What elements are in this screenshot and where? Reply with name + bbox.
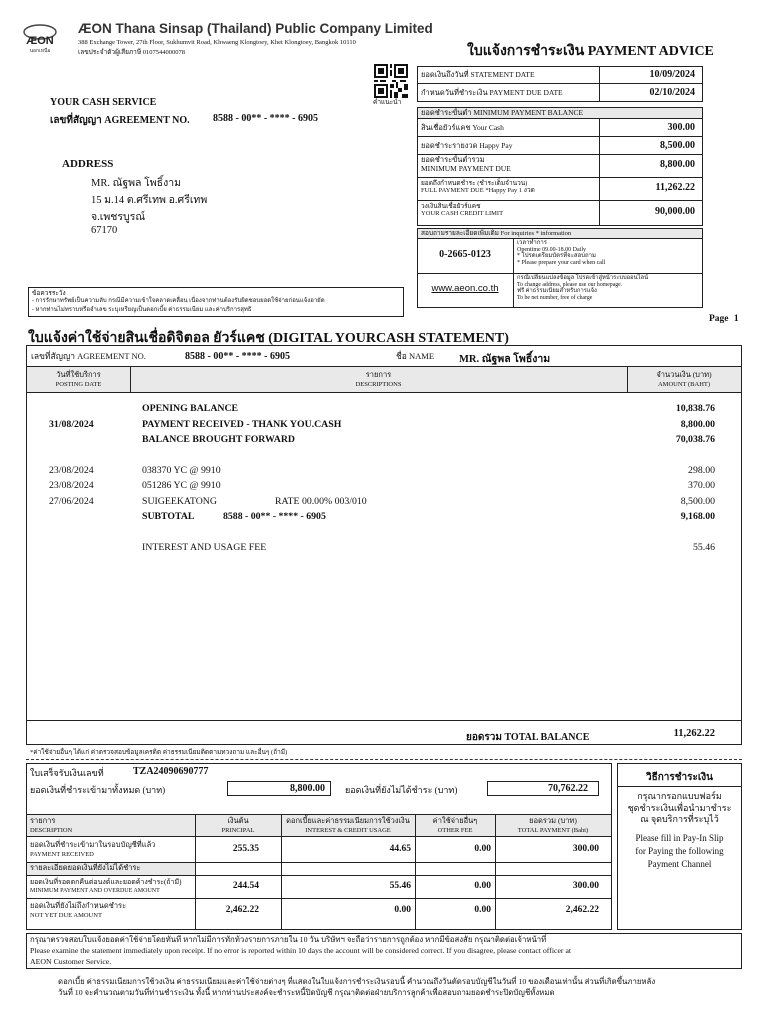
inquiry-phone[interactable]: 0-2665-0123 bbox=[439, 249, 491, 260]
amount: 10,838.76 bbox=[675, 403, 715, 414]
company-address: 388 Exchange Tower, 27th Floor, Sukhumvit Road, Khwaeng Klongtoey, Khet Klongtoey, Bangkok 10110 bbox=[78, 39, 356, 46]
received-amount: 8,800.00 bbox=[227, 781, 331, 796]
received-label: ยอดเงินที่ชำระเข้ามาทั้งหมด (บาท) bbox=[30, 785, 166, 795]
payment-method-box bbox=[617, 763, 742, 930]
description-extra: RATE 00.00% 003/010 bbox=[275, 495, 367, 507]
amount: 8,500.00 bbox=[680, 495, 715, 507]
logo-text: ÆON bbox=[26, 35, 54, 47]
due-date: 02/10/2024 bbox=[649, 87, 695, 98]
statement-date-label: ยอดเงินถึงวันที่ STATEMENT DATE bbox=[421, 70, 535, 79]
posting-date: 31/08/2024 bbox=[49, 418, 94, 430]
company-tax-id: เลขประจำตัวผู้เสียภาษี 0107544000078 bbox=[78, 49, 185, 56]
company-logo bbox=[18, 22, 62, 54]
description: SUBTOTAL bbox=[142, 511, 195, 522]
row2-label-th: ยอดเงินที่รอดตกคืนต่อนงต์และยอดค้างชำระ(ถ้ามี) bbox=[30, 878, 182, 886]
footer-line-4: ดอกเบี้ย ค่าธรรมเนียมการใช้วงเงิน ค่าธรรมเนียมและค่าใช้จ่ายต่างๆ ที่แสดงในใบแจ้งการชำระเงินรอบนี้ คำนวณถึงวันตัดรอบบัญชีในวันที่ 10 ของเดือนเท่านั้น ส่วนที่เกิดขึ้นภายหลัง bbox=[58, 977, 656, 986]
col-principal-th: เงินต้น bbox=[227, 816, 249, 825]
description-extra: 8588 - 00** - **** - 6905 bbox=[223, 511, 326, 522]
payment-method-title: วิธีการชำระเงิน bbox=[645, 772, 714, 783]
service-name: YOUR CASH SERVICE bbox=[50, 97, 157, 108]
notice-line-1: - การรักษาทรัพย์เป็นความลับ กรณีมีความเข้าใจคลาดเคลื่อน เนื่องจากท่านต้องรับผิดชอบยอดใช้จ่ายก่อนแจ้งอายัด bbox=[32, 298, 325, 304]
col-total-en: TOTAL PAYMENT (Baht) bbox=[517, 827, 589, 834]
summary-row-value: 11,262.22 bbox=[655, 182, 695, 193]
row1-interest: 44.65 bbox=[389, 844, 411, 854]
row1-total: 300.00 bbox=[572, 844, 599, 854]
description: 038370 YC @ 9910 bbox=[142, 464, 221, 476]
description: BALANCE BROUGHT FORWARD bbox=[142, 434, 295, 445]
inquiry-header: สอบถามรายละเอียดเพิ่มเติม For inquiries * information bbox=[421, 230, 572, 237]
summary-row-value: 90,000.00 bbox=[655, 206, 695, 217]
description: OPENING BALANCE bbox=[142, 403, 239, 414]
row2-total: 300.00 bbox=[572, 881, 599, 891]
row1-label-th: ยอดเงินที่ชำระเข้ามาในรอบบัญชีที่แล้ว bbox=[30, 840, 156, 849]
company-name: ÆON Thana Sinsap (Thailand) Public Company Limited bbox=[78, 21, 433, 36]
notice-box bbox=[28, 287, 404, 317]
posting-date: 27/06/2024 bbox=[49, 495, 94, 507]
row1-other: 0.00 bbox=[474, 844, 491, 854]
amount: 70,038.76 bbox=[675, 434, 715, 445]
col-desc-en: DESCRIPTIONS bbox=[355, 381, 402, 388]
description: SUIGEEKATONG bbox=[142, 495, 217, 507]
row2-interest: 55.46 bbox=[389, 881, 411, 891]
address-line-3: จ.เพชรบูรณ์ bbox=[91, 212, 146, 223]
col-date-en: POSTING DATE bbox=[55, 381, 102, 388]
payment-method-en: Please fill in Pay-In Slip for Paying the following Payment Channel bbox=[635, 833, 724, 870]
website-note: กรณีเปลี่ยนแปลงข้อมูล โปรดเข้าสู่หน้าระบบออนไลน์ To change address, please use our homepage. ฟรี ค่าธรรมเนียมสำหรับการแจ้ง To be net number, free of charge bbox=[517, 275, 649, 301]
total-balance-label: ยอดรวม TOTAL BALANCE bbox=[466, 732, 590, 743]
col-interest-en: INTEREST & CREDIT USAGE bbox=[305, 827, 391, 834]
statement-date: 10/09/2024 bbox=[649, 69, 695, 80]
address-line-1: MR. ณัฐพล โพธิ์งาม bbox=[91, 178, 182, 189]
amount: 9,168.00 bbox=[680, 511, 715, 522]
row3-principal: 2,462.22 bbox=[225, 905, 259, 915]
logo-subtext: นอกเหนือ bbox=[29, 48, 51, 54]
row3-interest: 0.00 bbox=[394, 905, 411, 915]
row1-principal: 255.35 bbox=[232, 844, 259, 854]
inquiry-hours: เวลาทำการ Opentime 09.00-18.00 Daily * โปรดเตรียมบัตรที่จะสอบถาม * Please prepare your card when call bbox=[517, 240, 606, 266]
col-item-en: DESCRIPTION bbox=[30, 827, 73, 834]
stmt-agreement-label: เลขที่สัญญา AGREEMENT NO. bbox=[31, 351, 146, 361]
summary-row-label: ยอดชำระขั้นต่ำรวม MINIMUM PAYMENT DUE bbox=[421, 155, 511, 173]
footer-box bbox=[26, 933, 742, 969]
summary-table bbox=[417, 66, 703, 226]
inquiry-box bbox=[417, 228, 703, 308]
agreement-label: เลขที่สัญญา AGREEMENT NO. bbox=[50, 115, 190, 126]
col-principal-en: PRINCIPAL bbox=[221, 827, 255, 834]
footer-line-1: กรุณาตรวจสอบใบแจ้งยอดค่าใช้จ่ายโดยทันที หากไม่มีการทักท้วงรายการภายใน 10 วัน บริษัทฯ จะถือว่ารายการถูกต้อง หากมีข้อสงสัย กรุณาติดต่อเจ้าหน้าที่ bbox=[30, 935, 547, 944]
row3-label-en: NOT YET DUE AMOUNT bbox=[30, 912, 102, 919]
unpaid-amount: 70,762.22 bbox=[487, 781, 599, 796]
col-amount-en: AMOUNT (BAHT) bbox=[657, 381, 711, 388]
summary-row-label: ยอดถึงกำหนดชำระ (ชำระเต็มจำนวน) FULL PAYMENT DUE *Happy Pay 1 งวด bbox=[421, 180, 535, 195]
summary-row-label: ยอดชำระรายงวด Happy Pay bbox=[421, 141, 513, 150]
page-title: ใบแจ้งการชำระเงิน PAYMENT ADVICE bbox=[467, 44, 714, 59]
col-amount-th: จำนวนเงิน (บาท) bbox=[656, 370, 712, 379]
stmt-name: MR. ณัฐพล โพธิ์งาม bbox=[459, 354, 551, 365]
notice-line-2: - หากท่านไม่ทราบหรือจำเลข ระบุเหรียญเป็นดอกเบี้ย ค่าธรรมเนียม และค่าบริการสุทธิ bbox=[32, 307, 252, 313]
detail-label: รายละเอียดยอดเงินที่ยังไม่ได้ชำระ bbox=[30, 863, 141, 872]
description: 051286 YC @ 9910 bbox=[142, 480, 221, 491]
stmt-agreement-number: 8588 - 00** - **** - 6905 bbox=[185, 351, 290, 362]
amount: 55.46 bbox=[692, 541, 715, 553]
amount: 370.00 bbox=[688, 480, 715, 491]
address-line-4: 67170 bbox=[91, 225, 118, 236]
cut-line bbox=[26, 759, 742, 760]
min-payment-header: ยอดชำระขั้นต่ำ MINIMUM PAYMENT BALANCE bbox=[421, 108, 584, 117]
row2-other: 0.00 bbox=[474, 881, 491, 891]
row3-total: 2,462.22 bbox=[565, 905, 599, 915]
summary-row-value: 300.00 bbox=[667, 122, 695, 133]
unpaid-label: ยอดเงินที่ยังไม่ได้ชำระ (บาท) bbox=[345, 785, 458, 795]
amount: 298.00 bbox=[688, 464, 715, 476]
receipt-no: TZA24090690777 bbox=[133, 766, 209, 777]
col-item-th: รายการ bbox=[30, 816, 56, 825]
amount: 8,800.00 bbox=[680, 418, 715, 430]
row3-label-th: ยอดเงินที่ยังไม่ถึงกำหนดชำระ bbox=[30, 901, 127, 910]
row1-label-en: PAYMENT RECEIVED bbox=[30, 851, 94, 858]
cut-note: *ค่าใช้จ่ายอื่นๆ ได้แก่ ค่าตรวจสอบข้อมูลเครดิต ค่าธรรมเนียมติดตามทวงถาม และอื่นๆ (ถ้ามี) bbox=[30, 749, 288, 756]
website-link[interactable]: www.aeon.co.th bbox=[431, 283, 499, 294]
notice-title: ข้อควรระวัง bbox=[32, 290, 66, 297]
receipt-no-label: ใบเสร็จรับเงินเลขที่ bbox=[30, 768, 104, 778]
summary-row-value: 8,800.00 bbox=[660, 159, 695, 170]
footer-line-2: Please examine the statement immediately upon receipt. If no error is reported within 10 days the account will be considered correct. If you disagree, please contact officer at bbox=[30, 946, 572, 955]
row3-other: 0.00 bbox=[474, 905, 491, 915]
row2-label-en: MINIMUM PAYMENT AND OVERDUE AMOUNT bbox=[30, 888, 160, 894]
statement-table bbox=[26, 345, 742, 745]
col-total-th: ยอดรวม (บาท) bbox=[529, 816, 577, 825]
stmt-name-label: ชื่อ NAME bbox=[396, 351, 435, 361]
posting-date: 23/08/2024 bbox=[49, 464, 94, 476]
summary-row-label: สินเชื่อยัวร์แคช Your Cash bbox=[421, 123, 504, 132]
col-other-en: OTHER FEE bbox=[437, 827, 473, 834]
description: INTEREST AND USAGE FEE bbox=[142, 541, 267, 553]
posting-date: 23/08/2024 bbox=[49, 480, 94, 491]
receipt-box bbox=[26, 763, 612, 930]
qr-caption: คำแนะนำ bbox=[373, 99, 402, 106]
footer-line-3: AEON Customer Service. bbox=[30, 957, 112, 966]
statement-title: ใบแจ้งค่าใช้จ่ายสินเชื่อดิจิตอล ยัวร์แคช (DIGITAL YOURCASH STATEMENT) bbox=[28, 331, 509, 346]
summary-row-value: 8,500.00 bbox=[660, 140, 695, 151]
page-label-text: Page bbox=[709, 314, 729, 324]
col-other-th: ค่าใช้จ่ายอื่นๆ bbox=[432, 816, 478, 825]
address-label: ADDRESS bbox=[62, 158, 114, 170]
col-desc-th: รายการ bbox=[365, 370, 392, 379]
page-number: 1 bbox=[733, 314, 739, 324]
col-date-th: วันที่ใช้บริการ bbox=[56, 370, 101, 379]
qr-code bbox=[374, 64, 408, 98]
description: PAYMENT RECEIVED - THANK YOU.CASH bbox=[142, 418, 342, 430]
page-label bbox=[709, 314, 739, 324]
summary-row-label: วงเงินสินเชื่อยัวร์แคช YOUR CASH CREDIT LIMIT bbox=[421, 203, 504, 218]
col-interest-th: ดอกเบี้ยและค่าธรรมเนียมการใช้วงเงิน bbox=[286, 816, 410, 825]
agreement-number: 8588 - 00** - **** - 6905 bbox=[213, 113, 318, 124]
footer-line-5: วันที่ 10 จะคำนวณตามวันที่ท่านชำระเงิน ทั้งนี้ หากท่านประสงค์จะชำระหนี้ปิดบัญชี กรุณาติดต่อฝ่ายบริการลูกค้าเพื่อสอบถามยอดชำระปิดบัญชีทั้งหมด bbox=[58, 988, 555, 997]
row2-principal: 244.54 bbox=[232, 881, 259, 891]
total-balance: 11,262.22 bbox=[673, 728, 715, 739]
payment-method-th: กรุณากรอกแบบฟอร์ม ชุดชำระเงินเพื่อนำมาชำระ ณ จุดบริการที่ระบุไว้ bbox=[627, 791, 732, 825]
due-date-label: กำหนดวันที่ชำระเงิน PAYMENT DUE DATE bbox=[421, 88, 563, 97]
address-line-2: 15 ม.14 ต.ศรีเทพ อ.ศรีเทพ bbox=[91, 195, 208, 206]
